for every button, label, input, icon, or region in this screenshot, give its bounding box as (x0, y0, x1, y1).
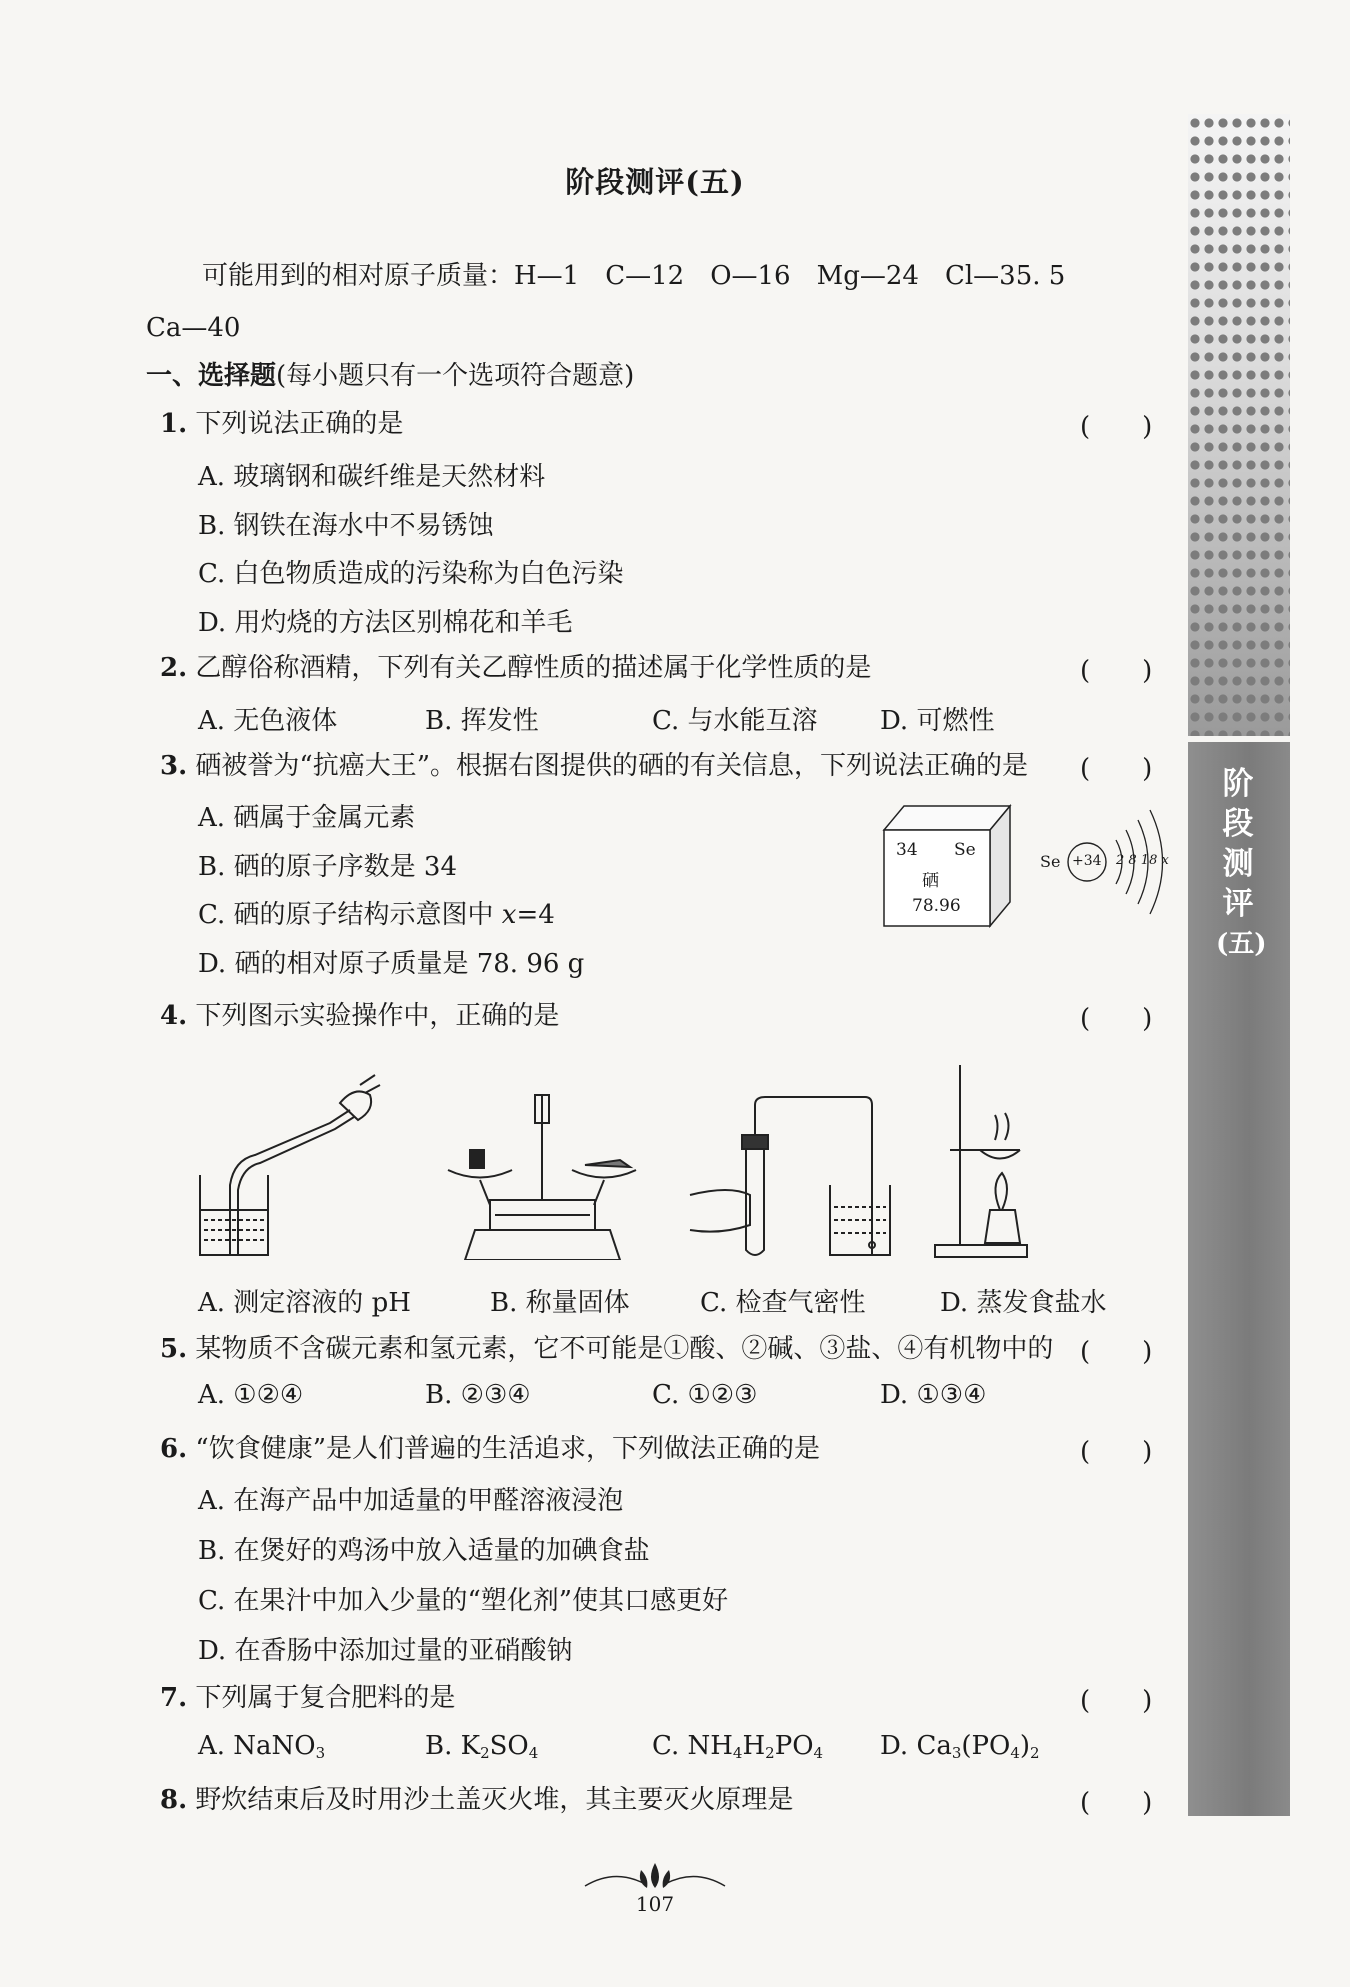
answer-paren-4: ( ) (1080, 1004, 1153, 1034)
variable-x: x (501, 900, 517, 930)
question-text: 下列属于复合肥料的是 (195, 1683, 456, 1713)
answer-paren-2: ( ) (1080, 656, 1153, 686)
question-7-stem (160, 1680, 455, 1716)
question-2-stem (160, 650, 871, 686)
q6-option-b: B. 在煲好的鸡汤中放入适量的加碘食盐 (198, 1536, 650, 1566)
question-text: 硒被誉为“抗癌大王”。根据右图提供的硒的有关信息，下列说法正确的是 (195, 751, 1029, 781)
q1-option-c: C. 白色物质造成的污染称为白色污染 (198, 559, 624, 589)
answer-paren-6: ( ) (1080, 1437, 1153, 1467)
formula-text: PO (774, 1731, 814, 1761)
question-text: 下列图示实验操作中，正确的是 (195, 1001, 560, 1031)
element-name: 硒 (922, 871, 939, 891)
question-number: 2. (160, 653, 188, 683)
evaporation-figure (935, 1065, 1027, 1257)
q4-option-c: C. 检查气密性 (700, 1288, 866, 1318)
subscript: 4 (732, 1744, 743, 1762)
q6-option-c: C. 在果汁中加入少量的“塑化剂”使其口感更好 (198, 1586, 729, 1616)
q2-option-b: B. 挥发性 (425, 706, 539, 736)
atom-nucleus: +34 (1072, 853, 1102, 869)
ph-test-figure (200, 1075, 380, 1255)
subscript: 3 (315, 1744, 326, 1762)
subscript: 2 (480, 1744, 490, 1762)
section-sidebar (1188, 114, 1290, 1816)
sidebar-char: 测 (1222, 846, 1254, 882)
formula-text: (PO (961, 1731, 1011, 1761)
q4-option-d: D. 蒸发食盐水 (940, 1288, 1107, 1318)
q1-option-d: D. 用灼烧的方法区别棉花和羊毛 (198, 608, 573, 638)
element-mass: 78.96 (912, 896, 961, 916)
experiment-figures (190, 1055, 1150, 1260)
atom-shells: 2 8 18 x (1116, 853, 1169, 868)
answer-paren-3: ( ) (1080, 754, 1153, 784)
sidebar-char: 段 (1222, 806, 1254, 842)
q4-option-b: B. 称量固体 (490, 1288, 630, 1318)
answer-paren-7: ( ) (1080, 1686, 1153, 1716)
atomic-mass-line1: 可能用到的相对原子质量：H—1 C—12 O—16 Mg—24 Cl—35. 5 (202, 261, 1066, 291)
q5-option-b: B. ②③④ (425, 1380, 531, 1410)
formula-text: C. NH (652, 1731, 733, 1761)
q5-option-d: D. ①③④ (880, 1380, 987, 1410)
sidebar-pattern (1188, 114, 1290, 736)
q7-option-a (198, 1731, 325, 1762)
section-heading-note: (每小题只有一个选项符合题意) (276, 361, 635, 391)
q7-option-c (652, 1731, 823, 1762)
formula-text: A. NaNO (198, 1731, 316, 1761)
atom-symbol: Se (1040, 852, 1061, 871)
q2-option-d: D. 可燃性 (880, 706, 995, 736)
subscript: 4 (813, 1744, 824, 1762)
question-8-stem (160, 1782, 793, 1818)
subscript: 4 (1010, 1744, 1020, 1762)
answer-paren-5: ( ) (1080, 1337, 1153, 1367)
subscript: 3 (951, 1744, 962, 1762)
airtightness-figure (690, 1097, 890, 1255)
element-symbol: Se (954, 840, 976, 860)
formula-text: D. Ca (880, 1731, 952, 1761)
q6-option-d: D. 在香肠中添加过量的亚硝酸钠 (198, 1636, 573, 1666)
question-number: 8. (160, 1785, 188, 1815)
question-6-stem (160, 1431, 820, 1467)
q5-option-c: C. ①②③ (652, 1380, 758, 1410)
q3-option-a: A. 硒属于金属元素 (198, 803, 416, 833)
formula-text: ) (1019, 1731, 1031, 1761)
q6-option-a: A. 在海产品中加适量的甲醛溶液浸泡 (198, 1486, 624, 1516)
q3-option-c (198, 894, 555, 931)
question-number: 5. (160, 1334, 188, 1364)
question-number: 3. (160, 751, 188, 781)
q1-option-a: A. 玻璃钢和碳纤维是天然材料 (198, 462, 546, 492)
atomic-mass-line2: Ca—40 (146, 313, 241, 343)
question-number: 1. (160, 409, 188, 439)
question-4-stem (160, 998, 559, 1034)
question-text: “饮食健康”是人们普遍的生活追求，下列做法正确的是 (195, 1434, 821, 1464)
q7-option-b (425, 1731, 538, 1762)
sidebar-char: (五) (1216, 929, 1267, 959)
formula-text: H (742, 1731, 766, 1761)
q3-option-c-text: C. 硒的原子结构示意图中 (198, 900, 502, 930)
question-text: 某物质不含碳元素和氢元素，它不可能是①酸、②碱、③盐、④有机物中的 (195, 1334, 1054, 1364)
q3-option-d: D. 硒的相对原子质量是 78. 96 g (198, 949, 585, 979)
question-3-stem (160, 748, 1028, 784)
question-number: 7. (160, 1683, 188, 1713)
page-number: 107 (635, 1892, 675, 1916)
question-text: 乙醇俗称酒精，下列有关乙醇性质的描述属于化学性质的是 (195, 653, 872, 683)
q3-option-c-value: =4 (516, 900, 555, 930)
subscript: 4 (528, 1744, 539, 1762)
formula-text: B. K (425, 1731, 481, 1761)
q3-option-b: B. 硒的原子序数是 34 (198, 852, 457, 882)
question-text: 下列说法正确的是 (195, 409, 404, 439)
sidebar-char: 阶 (1222, 766, 1254, 802)
question-number: 4. (160, 1001, 188, 1031)
sidebar-char: 评 (1222, 886, 1254, 922)
page-title: 阶段测评(五) (565, 165, 745, 199)
question-number: 6. (160, 1434, 188, 1464)
formula-text: SO (489, 1731, 529, 1761)
subscript: 2 (1030, 1744, 1040, 1762)
subscript: 2 (765, 1744, 775, 1762)
answer-paren-1: ( ) (1080, 412, 1153, 442)
balance-figure (448, 1095, 636, 1260)
q5-option-a: A. ①②④ (198, 1380, 304, 1410)
q7-option-d (880, 1731, 1040, 1762)
sidebar-label (1216, 764, 1267, 964)
q4-option-a: A. 测定溶液的 pH (198, 1288, 411, 1318)
q2-option-a: A. 无色液体 (198, 706, 338, 736)
section-heading (146, 358, 634, 394)
q2-option-c: C. 与水能互溶 (652, 706, 818, 736)
question-5-stem (160, 1331, 1053, 1367)
answer-paren-8: ( ) (1080, 1788, 1153, 1818)
question-1-stem (160, 406, 403, 442)
q1-option-b: B. 钢铁在海水中不易锈蚀 (198, 511, 494, 541)
element-atomic-number: 34 (896, 840, 918, 860)
question-text: 野炊结束后及时用沙土盖灭火堆，其主要灭火原理是 (195, 1785, 794, 1815)
section-heading-label: 一、选择题 (146, 361, 277, 391)
